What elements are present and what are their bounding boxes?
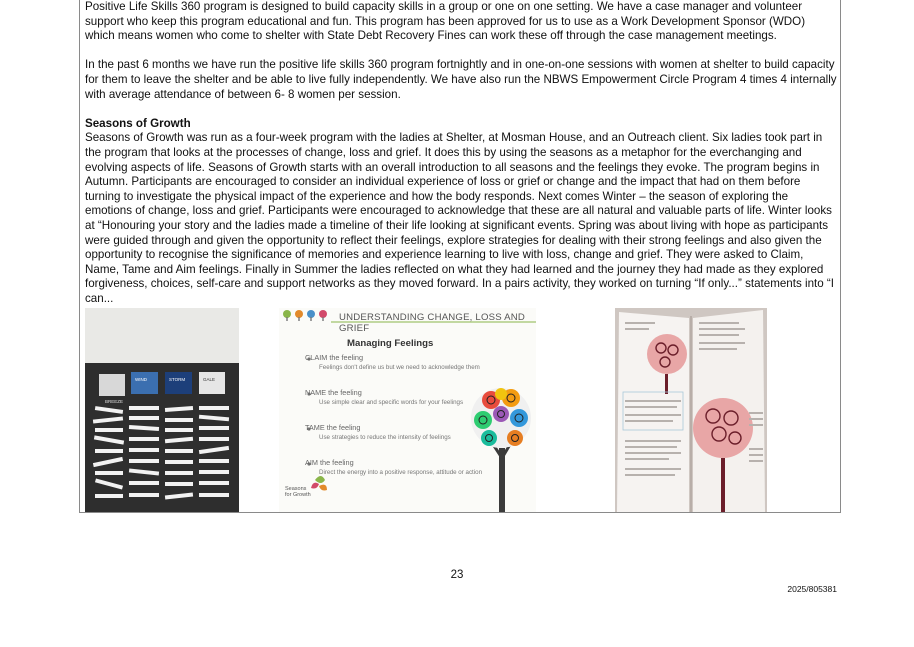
card-label-wind: WIND (135, 377, 147, 382)
photo-timeline-strips (85, 308, 239, 512)
card-label-storm: STORM (169, 377, 186, 382)
slide-item-sub: Feelings don't define us but we need to acknowledge them (319, 364, 480, 371)
slide-item-label: TAME the feeling (305, 423, 361, 432)
section-heading: Seasons of Growth (85, 116, 191, 130)
slide-item-label: CLAIM the feeling (305, 353, 364, 362)
slide-brand (285, 486, 311, 498)
bullet-dots (307, 357, 310, 465)
seasons-leaf-logo (311, 476, 327, 491)
photo-open-workbook (615, 308, 767, 512)
slide-logo-trees (283, 310, 327, 321)
paragraph-six-months: In the past 6 months we have run the positive life skills 360 program fortnightly and in one-on-one sessions with women at shelter to build capacity for them to leave the shelter and be able to live fully independently. We have also run the NBWS Empowerment Circle Program 4 times 4 internally with average attendance of between 6- 8 women per session. (85, 58, 837, 101)
slide-item-tame (305, 423, 505, 442)
slide-item-label: NAME the feeling (305, 388, 362, 397)
slide-item-claim (305, 353, 505, 372)
timeline-strips-illustration (85, 308, 239, 512)
slide-header: UNDERSTANDING CHANGE, LOSS AND GRIEF (339, 312, 525, 334)
workbook-illustration (615, 308, 767, 512)
document-reference: 2025/805381 (787, 584, 837, 594)
paragraph-life-skills: Positive Life Skills 360 program is designed to build capacity skills in a group or one on one setting. We have a case manager and volunteer support who keep this program educational and fun. This program has been approved for us to use as a Work Development Sponsor (WDO) which means women who come to shelter with State Debt Recovery Fines can work these off through the case management meetings. (85, 0, 806, 43)
slide-item-label: AIM the feeling (305, 458, 354, 467)
slide-title: Managing Feelings (347, 338, 434, 349)
slide-item-aim (305, 458, 505, 477)
slide-item-sub: Use simple clear and specific words for your feelings (319, 399, 464, 406)
slide-brand-line1: Seasons (285, 486, 307, 492)
page-number: 23 (450, 569, 464, 581)
slide-item-name (305, 388, 505, 407)
slide-item-sub: Use strategies to reduce the intensity of feelings (319, 434, 451, 441)
card-label-breeze: BREEZE (105, 399, 124, 404)
slide-managing-feelings (279, 308, 536, 512)
body-text (85, 0, 837, 306)
slide-item-sub: Direct the energy into a positive response, attitude or action (319, 469, 483, 476)
paragraph-seasons-of-growth: Seasons of Growth was run as a four-week program with the ladies at Shelter, at Mosman House, and an Outreach client. Six ladies took part in the program that looks at the processes of change, loss and grief. It does this by using the seasons as a metaphor for the everchanging and evolving aspects of life. Seasons of Growth starts with an overall introduction to all seasons and the feelings they evoke. The program begins in Autumn. Participants are encouraged to consider an individual experience of loss or grief or change and the impact that had on them before turning to investigate the physical impact of the experience and how the body responds. Next comes Winter – the season of exploring the emotions of change, loss and grief. Participants were encouraged to acknowledge that these are all natural and valuable parts of life. Winter looks at “Honouring your story and the ladies made a timeline of their life looking at significant events. Spring was about living with hope as participants were guided through and given the opportunity to reflect their feelings, explore strategies for dealing with their strong feelings and also given the opportunity to recognise the significance of memories and experience learning to live with loss, change and grief. They were asked to Claim, Name, Tame and Aim feelings. Finally in Summer the ladies reflected on what they had learned and the journey they had made as they explored forgiveness, choices, self-care and support networks as they moved forward. In a pairs activity, they worked on turning “If only...” statements into “I can... (85, 131, 834, 305)
slide-brand-line2: for Growth (285, 492, 311, 498)
card-label-gale: GALE (203, 377, 216, 382)
